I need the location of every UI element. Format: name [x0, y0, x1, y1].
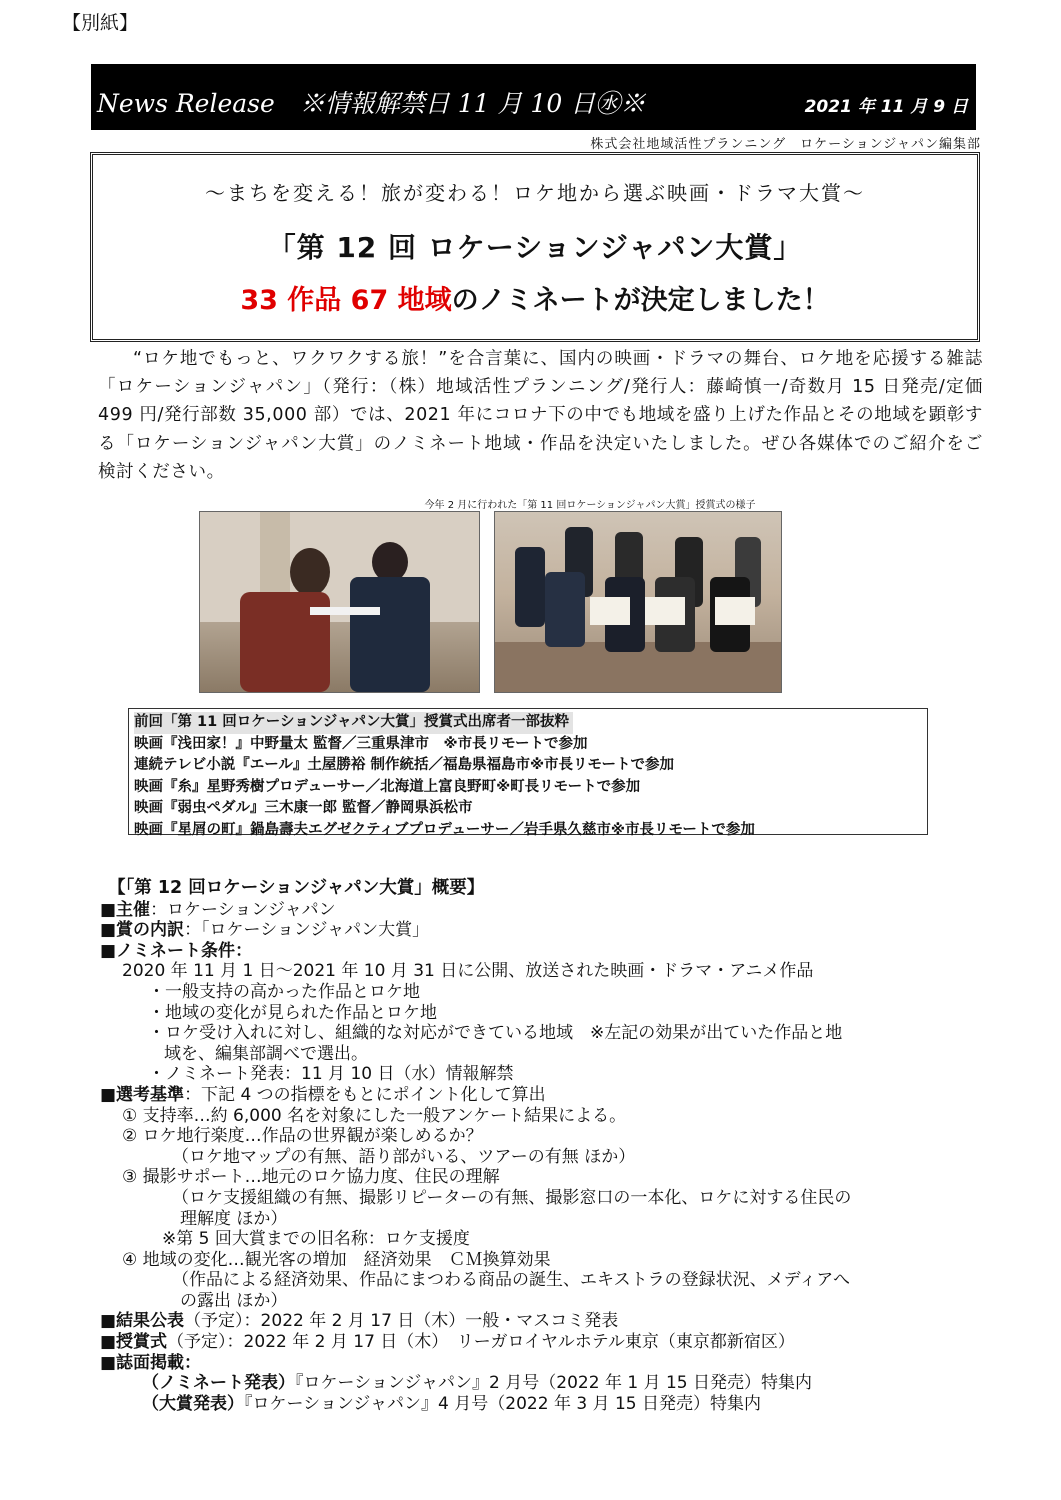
criteria-4-note: （作品による経済効果、作品にまつわる商品の誕生、エキストラの登録状況、メディアへ: [172, 1270, 850, 1291]
ceremony-label: ■授賞式: [100, 1332, 168, 1353]
criteria-2-note: （ロケ地マップの有無、語り部がいる、ツアーの有無 ほか）: [172, 1146, 636, 1167]
condition-3-cont: 域を、編集部調べで選出。: [164, 1043, 368, 1064]
criteria-label: ■選考基準: [100, 1084, 185, 1105]
overview-title: 【「第 12 回ロケーションジャパン大賞」概要】: [108, 878, 485, 898]
condition-3: ・ロケ受け入れに対し、組織的な対応ができている地域 ※左記の効果が出ていた作品と地: [148, 1023, 843, 1044]
criteria-1: ① 支持率…約 6,000 名を対象にした一般アンケート結果による。: [122, 1105, 627, 1126]
attendee-item: 映画『糸』星野秀樹プロデューサー／北海道上富良野町※町長リモートで参加: [134, 778, 641, 795]
award-label: ■賞の内訳: [100, 920, 185, 941]
ceremony-photo-group: [494, 511, 782, 693]
condition-1: ・一般支持の高かった作品とロケ地: [148, 981, 420, 1002]
attendees-header: 前回「第 11 回ロケーションジャパン大賞」授賞式出席者一部抜粋: [134, 712, 573, 734]
nominate-period: 2020 年 11 月 1 日～2021 年 10 月 31 日に公開、放送された映画・ドラマ・アニメ作品: [122, 961, 814, 982]
criteria-value: ：下記 4 つの指標をもとにポイント化して算出: [184, 1084, 546, 1105]
banner-title: News Release ※情報解禁日 11 月 10 日㊌※: [97, 89, 646, 118]
attendees-box: [128, 708, 928, 838]
intro-paragraph: “ロケ地でもっと、ワクワクする旅！”を合言葉に、国内の映画・ドラマの舞台、ロケ地を応援する雑誌「ロケーションジャパン」（発行：（株）地域活性プランニング/発行人：藤崎慎一/奇数月 15 日発売/定価 499 円/発行部数 35,000 部）では、2021 年にコロナ下の中でも地域を盛り上げた作品とその地域を顕彰する「ロケーションジャパン大賞」のノミネート地域・作品を決定いたしました。ぜひ各媒体でのご紹介をご検討ください。: [98, 349, 983, 482]
criteria-4: ④ 地域の変化…観光客の増加 経済効果 ＣＭ換算効果: [122, 1249, 551, 1270]
condition-4: ・ノミネート発表：11 月 10 日（水）情報解禁: [148, 1064, 514, 1085]
attendee-item: 映画『浅田家！』中野量太 監督／三重県津市 ※市長リモートで参加: [134, 735, 588, 752]
attendee-item: 映画『星屑の町』鍋島壽夫エグゼクティブプロデューサー／岩手県久慈市※市長リモートで参加: [134, 821, 755, 838]
appendix-label: 【別紙】: [62, 12, 139, 34]
attendee-item: 映画『弱虫ペダル』三木康一郎 監督／静岡県浜松市: [134, 800, 473, 816]
organization-name: 株式会社地域活性プランニング ロケーションジャパン編集部: [590, 137, 981, 152]
news-release-banner: [91, 64, 976, 130]
headline-title: 「第 12 回 ロケーションジャパン大賞」: [267, 231, 803, 264]
nominate-count: 33 作品 67 地域: [240, 285, 452, 316]
ceremony-value: （予定）：2022 年 2 月 17 日（木） リーガロイヤルホテル東京（東京都新宿区）: [167, 1332, 795, 1353]
nominate-text: のノミネートが決定しました！: [451, 285, 830, 316]
headline-nominate: [93, 278, 977, 317]
magazine-nominate-label: （ノミネート発表）: [142, 1373, 295, 1394]
photo-caption: 今年 2 月に行われた「第 11 回ロケーションジャパン大賞」授賞式の様子: [424, 500, 756, 511]
magazine-grandprix-value: 『ロケーションジャパン』4 月号（2022 年 3 月 15 日発売）特集内: [244, 1393, 762, 1414]
attendee-item: 連続テレビ小説『エール』土屋勝裕 制作統括／福島県福島市※市長リモートで参加: [134, 757, 674, 773]
host-label: ■主催: [100, 899, 151, 920]
magazine-label: ■誌面掲載：: [100, 1352, 202, 1373]
criteria-3-note: （ロケ支援組織の有無、撮影リピーターの有無、撮影窓口の一本化、ロケに対する住民の: [172, 1187, 852, 1208]
condition-2: ・地域の変化が見られた作品とロケ地: [148, 1002, 437, 1023]
result-value: （予定）：2022 年 2 月 17 日（木）一般・マスコミ発表: [184, 1311, 619, 1332]
ceremony-photo-award: [199, 511, 480, 693]
criteria-3-note-cont: 理解度 ほか）: [180, 1208, 288, 1229]
criteria-2: ② ロケ地行楽度…作品の世界観が楽しめるか？: [122, 1126, 483, 1147]
headline-subtitle: ～まちを変える！旅が変わる！ロケ地から選ぶ映画・ドラマ大賞～: [205, 181, 865, 205]
criteria-3: ③ 撮影サポート…地元のロケ協力度、住民の理解: [122, 1167, 500, 1188]
award-value: ：「ロケーションジャパン大賞」: [184, 920, 430, 941]
nominate-label: ■ノミネート条件: [100, 940, 236, 961]
criteria-4-note-cont: の露出 ほか）: [180, 1290, 288, 1311]
result-label: ■結果公表: [100, 1311, 185, 1332]
nominate-colon: ：: [235, 940, 253, 961]
magazine-grandprix-label: （大賞発表）: [142, 1393, 244, 1414]
host-value: ：ロケーションジャパン: [150, 899, 336, 920]
magazine-nominate-value: 『ロケーションジャパン』2 月号（2022 年 1 月 15 日発売）特集内: [295, 1373, 813, 1394]
award-overview: [100, 878, 990, 1414]
headline-box: [90, 152, 980, 342]
banner-date: 2021 年 11 月 9 日: [804, 97, 968, 117]
criteria-3-old-name: ※第 5 回大賞までの旧名称：ロケ支援度: [162, 1229, 470, 1250]
